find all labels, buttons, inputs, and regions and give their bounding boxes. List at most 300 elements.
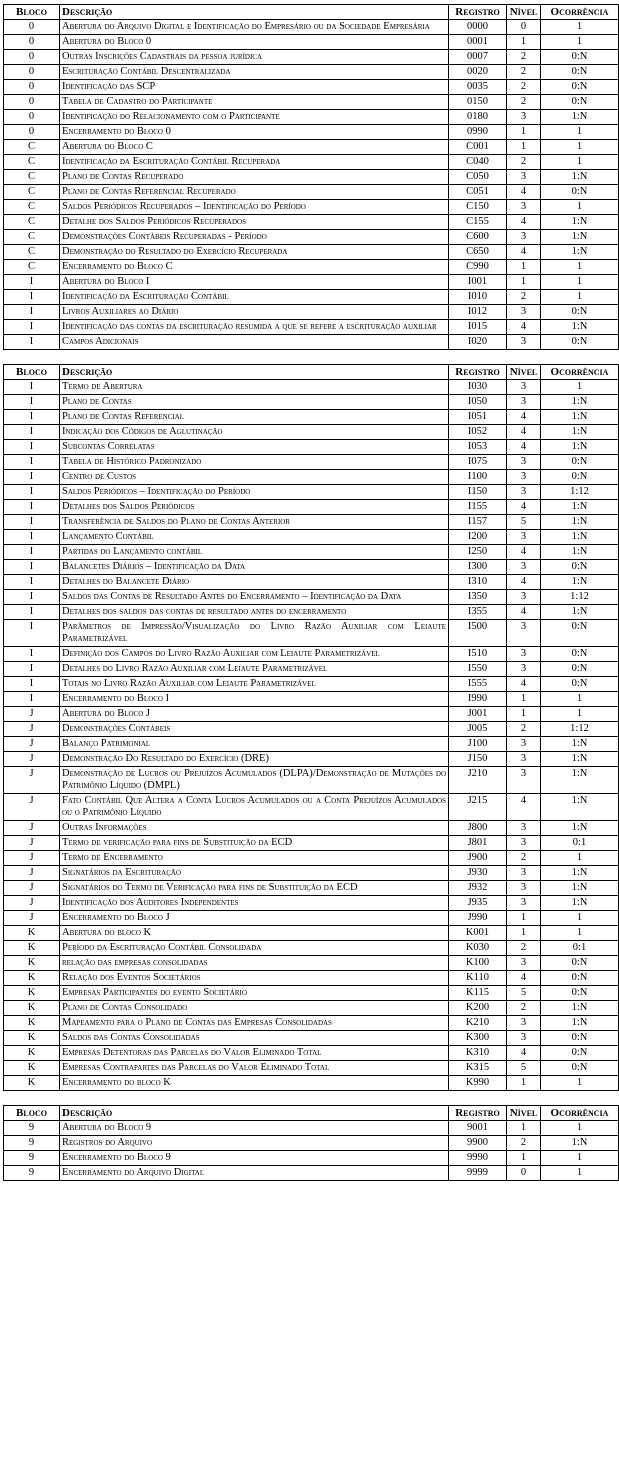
cell-bloco: J [4, 722, 60, 737]
cell-registro: J215 [449, 794, 507, 821]
cell-descricao: Detalhes do Balancete Diário [60, 575, 449, 590]
cell-ocorrencia: 1:N [541, 575, 619, 590]
cell-descricao: Demonstrações Contábeis Recuperadas - Período [60, 230, 449, 245]
table-row [4, 215, 619, 230]
cell-descricao: Identificação das contas da escrituração resumida a que se refere a escrituração auxiliar [60, 320, 449, 335]
cell-bloco: 9 [4, 1166, 60, 1181]
header-bloco: Bloco [4, 1106, 60, 1121]
table-row [4, 500, 619, 515]
cell-registro: 9900 [449, 1136, 507, 1151]
cell-bloco: 9 [4, 1151, 60, 1166]
cell-descricao: Lançamento Contábil [60, 530, 449, 545]
cell-nivel: 4 [507, 545, 541, 560]
table-row [4, 1151, 619, 1166]
cell-nivel: 5 [507, 986, 541, 1001]
cell-ocorrencia: 0:N [541, 185, 619, 200]
cell-descricao: Encerramento do Arquivo Digital [60, 1166, 449, 1181]
cell-descricao: Identificação das SCP [60, 80, 449, 95]
cell-descricao: Definição dos Campos do Livro Razão Auxiliar com Leiaute Parametrizável [60, 647, 449, 662]
cell-descricao: Saldos Periódicos – Identificação do Período [60, 485, 449, 500]
cell-registro: J932 [449, 881, 507, 896]
cell-ocorrencia: 1 [541, 692, 619, 707]
cell-ocorrencia: 1:12 [541, 590, 619, 605]
header-row [4, 5, 619, 20]
cell-registro: C040 [449, 155, 507, 170]
table-row [4, 866, 619, 881]
cell-registro: C051 [449, 185, 507, 200]
cell-ocorrencia: 1 [541, 290, 619, 305]
cell-ocorrencia: 1:N [541, 1136, 619, 1151]
cell-descricao: Campos Adicionais [60, 335, 449, 350]
cell-bloco: I [4, 605, 60, 620]
cell-nivel: 1 [507, 1151, 541, 1166]
cell-ocorrencia: 1:N [541, 881, 619, 896]
cell-registro: 0150 [449, 95, 507, 110]
cell-bloco: J [4, 911, 60, 926]
table-row [4, 305, 619, 320]
cell-registro: 0180 [449, 110, 507, 125]
cell-ocorrencia: 1:N [541, 605, 619, 620]
header-registro: Registro [449, 1106, 507, 1121]
table-row [4, 911, 619, 926]
cell-descricao: Identificação do Relacionamento com o Participante [60, 110, 449, 125]
cell-bloco: 0 [4, 50, 60, 65]
cell-ocorrencia: 1:N [541, 230, 619, 245]
cell-registro: K030 [449, 941, 507, 956]
cell-registro: I550 [449, 662, 507, 677]
cell-descricao: Livros Auxiliares ao Diário [60, 305, 449, 320]
cell-descricao: Fato Contábil Que Altera a Conta Lucros Acumulados ou a Conta Prejuízos Acumulados ou o Patrimônio Líquido [60, 794, 449, 821]
cell-registro: J801 [449, 836, 507, 851]
table-row [4, 821, 619, 836]
cell-descricao: Demonstração Do Resultado do Exercício (DRE) [60, 752, 449, 767]
cell-nivel: 3 [507, 380, 541, 395]
cell-nivel: 2 [507, 851, 541, 866]
cell-bloco: 0 [4, 35, 60, 50]
cell-registro: I350 [449, 590, 507, 605]
cell-nivel: 1 [507, 35, 541, 50]
cell-bloco: J [4, 881, 60, 896]
cell-bloco: J [4, 866, 60, 881]
cell-descricao: Relação dos Eventos Societários [60, 971, 449, 986]
table-row [4, 545, 619, 560]
cell-ocorrencia: 1 [541, 707, 619, 722]
cell-nivel: 3 [507, 110, 541, 125]
table-row [4, 170, 619, 185]
table-row [4, 335, 619, 350]
cell-ocorrencia: 0:N [541, 335, 619, 350]
header-registro: Registro [449, 5, 507, 20]
header-descricao: Descrição [60, 5, 449, 20]
cell-ocorrencia: 1:N [541, 515, 619, 530]
cell-descricao: Detalhes dos saldos das contas de resultado antes do encerramento [60, 605, 449, 620]
cell-nivel: 4 [507, 245, 541, 260]
cell-ocorrencia: 0:N [541, 455, 619, 470]
cell-nivel: 3 [507, 485, 541, 500]
cell-nivel: 1 [507, 911, 541, 926]
cell-nivel: 1 [507, 1121, 541, 1136]
table-row [4, 1001, 619, 1016]
cell-bloco: I [4, 395, 60, 410]
cell-nivel: 5 [507, 515, 541, 530]
header-bloco: Bloco [4, 5, 60, 20]
cell-registro: I150 [449, 485, 507, 500]
cell-nivel: 4 [507, 1046, 541, 1061]
cell-descricao: Empresas Participantes do evento Societário [60, 986, 449, 1001]
table-row [4, 851, 619, 866]
cell-registro: I510 [449, 647, 507, 662]
cell-ocorrencia: 1:N [541, 170, 619, 185]
cell-ocorrencia: 1:N [541, 320, 619, 335]
cell-registro: C600 [449, 230, 507, 245]
cell-descricao: Parâmetros de Impressão/Visualização do Livro Razão Auxiliar com Leiaute Parametrizável [60, 620, 449, 647]
cell-registro: J150 [449, 752, 507, 767]
cell-bloco: I [4, 590, 60, 605]
table-row [4, 1061, 619, 1076]
cell-bloco: I [4, 305, 60, 320]
cell-descricao: Termo de Abertura [60, 380, 449, 395]
cell-bloco: K [4, 971, 60, 986]
cell-nivel: 3 [507, 821, 541, 836]
table-row [4, 395, 619, 410]
cell-bloco: J [4, 752, 60, 767]
cell-descricao: Saldos das Contas Consolidadas [60, 1031, 449, 1046]
table-row [4, 1046, 619, 1061]
cell-ocorrencia: 1:N [541, 1016, 619, 1031]
cell-ocorrencia: 1:N [541, 896, 619, 911]
table-row [4, 245, 619, 260]
cell-ocorrencia: 1 [541, 1076, 619, 1091]
header-ocorrencia: Ocorrência [541, 365, 619, 380]
cell-descricao: Abertura do Bloco 0 [60, 35, 449, 50]
table-row [4, 896, 619, 911]
table-row [4, 380, 619, 395]
cell-descricao: Encerramento do bloco K [60, 1076, 449, 1091]
registros-table-1 [3, 4, 619, 350]
table-row [4, 35, 619, 50]
cell-bloco: J [4, 707, 60, 722]
cell-ocorrencia: 1 [541, 1121, 619, 1136]
table-row [4, 1031, 619, 1046]
cell-nivel: 1 [507, 275, 541, 290]
cell-ocorrencia: 0:N [541, 95, 619, 110]
cell-nivel: 3 [507, 767, 541, 794]
cell-registro: J990 [449, 911, 507, 926]
cell-bloco: J [4, 767, 60, 794]
cell-nivel: 2 [507, 65, 541, 80]
table-row [4, 560, 619, 575]
cell-descricao: Saldos Periódicos Recuperados – Identificação do Período [60, 200, 449, 215]
cell-bloco: I [4, 647, 60, 662]
cell-ocorrencia: 1 [541, 851, 619, 866]
cell-ocorrencia: 0:N [541, 1061, 619, 1076]
table-row [4, 230, 619, 245]
cell-registro: I053 [449, 440, 507, 455]
cell-registro: 0035 [449, 80, 507, 95]
cell-nivel: 1 [507, 926, 541, 941]
cell-ocorrencia: 1:N [541, 215, 619, 230]
cell-nivel: 3 [507, 335, 541, 350]
cell-descricao: Demonstrações Contábeis [60, 722, 449, 737]
cell-ocorrencia: 1:N [541, 1001, 619, 1016]
cell-bloco: I [4, 425, 60, 440]
cell-descricao: Abertura do Arquivo Digital e Identificação do Empresário ou da Sociedade Empresária [60, 20, 449, 35]
cell-nivel: 3 [507, 647, 541, 662]
cell-registro: C155 [449, 215, 507, 230]
cell-ocorrencia: 1 [541, 260, 619, 275]
table-row [4, 647, 619, 662]
cell-nivel: 2 [507, 1001, 541, 1016]
cell-nivel: 4 [507, 971, 541, 986]
cell-descricao: Encerramento do Bloco 0 [60, 125, 449, 140]
cell-nivel: 4 [507, 215, 541, 230]
cell-nivel: 4 [507, 794, 541, 821]
table-row [4, 140, 619, 155]
cell-bloco: K [4, 941, 60, 956]
cell-bloco: K [4, 1061, 60, 1076]
header-ocorrencia: Ocorrência [541, 5, 619, 20]
cell-bloco: I [4, 500, 60, 515]
registros-table-2 [3, 364, 619, 1091]
table-row [4, 767, 619, 794]
cell-descricao: Identificação da Escrituração Contábil Recuperada [60, 155, 449, 170]
cell-registro: C150 [449, 200, 507, 215]
cell-ocorrencia: 1 [541, 275, 619, 290]
cell-descricao: Plano de Contas Recuperado [60, 170, 449, 185]
cell-registro: 9990 [449, 1151, 507, 1166]
table-row [4, 941, 619, 956]
table-row [4, 605, 619, 620]
cell-descricao: Plano de Contas Referencial [60, 410, 449, 425]
cell-nivel: 3 [507, 620, 541, 647]
cell-bloco: C [4, 155, 60, 170]
cell-nivel: 4 [507, 320, 541, 335]
cell-ocorrencia: 1 [541, 125, 619, 140]
cell-ocorrencia: 1 [541, 20, 619, 35]
cell-registro: I310 [449, 575, 507, 590]
cell-ocorrencia: 1 [541, 35, 619, 50]
cell-bloco: K [4, 1076, 60, 1091]
cell-bloco: K [4, 926, 60, 941]
table-row [4, 1016, 619, 1031]
cell-registro: 0000 [449, 20, 507, 35]
header-nivel: Nível [507, 5, 541, 20]
cell-bloco: I [4, 335, 60, 350]
cell-registro: K100 [449, 956, 507, 971]
cell-nivel: 4 [507, 605, 541, 620]
cell-registro: 9999 [449, 1166, 507, 1181]
cell-bloco: I [4, 677, 60, 692]
cell-descricao: Encerramento do Bloco I [60, 692, 449, 707]
cell-nivel: 3 [507, 1031, 541, 1046]
table-row [4, 971, 619, 986]
cell-ocorrencia: 1:N [541, 767, 619, 794]
cell-registro: I200 [449, 530, 507, 545]
cell-nivel: 1 [507, 1076, 541, 1091]
cell-bloco: C [4, 215, 60, 230]
cell-registro: J935 [449, 896, 507, 911]
cell-descricao: Signatários da Escrituração [60, 866, 449, 881]
cell-descricao: Detalhes dos Saldos Periódicos [60, 500, 449, 515]
cell-bloco: I [4, 470, 60, 485]
cell-ocorrencia: 0:1 [541, 836, 619, 851]
cell-registro: I010 [449, 290, 507, 305]
cell-registro: K110 [449, 971, 507, 986]
cell-registro: C990 [449, 260, 507, 275]
cell-bloco: I [4, 545, 60, 560]
cell-nivel: 5 [507, 1061, 541, 1076]
cell-descricao: Encerramento do Bloco C [60, 260, 449, 275]
cell-registro: I030 [449, 380, 507, 395]
header-descricao: Descrição [60, 1106, 449, 1121]
table-row [4, 485, 619, 500]
cell-registro: I155 [449, 500, 507, 515]
cell-ocorrencia: 1:12 [541, 485, 619, 500]
cell-bloco: 0 [4, 20, 60, 35]
registros-table-3 [3, 1105, 619, 1181]
cell-descricao: Subcontas Correlatas [60, 440, 449, 455]
cell-registro: J800 [449, 821, 507, 836]
cell-registro: 9001 [449, 1121, 507, 1136]
cell-registro: I990 [449, 692, 507, 707]
cell-bloco: K [4, 1046, 60, 1061]
cell-ocorrencia: 0:N [541, 986, 619, 1001]
header-ocorrencia: Ocorrência [541, 1106, 619, 1121]
cell-nivel: 3 [507, 170, 541, 185]
table-row [4, 662, 619, 677]
cell-registro: K300 [449, 1031, 507, 1046]
cell-ocorrencia: 1:N [541, 866, 619, 881]
cell-descricao: Abertura do Bloco I [60, 275, 449, 290]
table-row [4, 707, 619, 722]
cell-registro: 0020 [449, 65, 507, 80]
cell-descricao: Período da Escrituração Contábil Consolidada [60, 941, 449, 956]
table-row [4, 80, 619, 95]
cell-registro: I157 [449, 515, 507, 530]
cell-bloco: K [4, 956, 60, 971]
table-row [4, 590, 619, 605]
cell-ocorrencia: 0:N [541, 80, 619, 95]
cell-registro: K001 [449, 926, 507, 941]
cell-nivel: 3 [507, 590, 541, 605]
cell-registro: I355 [449, 605, 507, 620]
cell-nivel: 3 [507, 560, 541, 575]
cell-nivel: 3 [507, 956, 541, 971]
cell-registro: 0990 [449, 125, 507, 140]
cell-descricao: Detalhe dos Saldos Periódicos Recuperados [60, 215, 449, 230]
cell-registro: K310 [449, 1046, 507, 1061]
table-row [4, 836, 619, 851]
cell-nivel: 2 [507, 155, 541, 170]
cell-descricao: Tabela de Cadastro do Participante [60, 95, 449, 110]
cell-ocorrencia: 0:N [541, 65, 619, 80]
cell-ocorrencia: 1 [541, 200, 619, 215]
cell-bloco: I [4, 620, 60, 647]
cell-descricao: Tabela de Histórico Padronizado [60, 455, 449, 470]
cell-nivel: 2 [507, 80, 541, 95]
cell-ocorrencia: 1:N [541, 440, 619, 455]
cell-descricao: Balancetes Diários – Identificação da Data [60, 560, 449, 575]
cell-descricao: Registros do Arquivo [60, 1136, 449, 1151]
cell-bloco: 9 [4, 1136, 60, 1151]
cell-bloco: I [4, 485, 60, 500]
cell-nivel: 3 [507, 881, 541, 896]
cell-bloco: I [4, 692, 60, 707]
cell-descricao: Detalhes do Livro Razão Auxiliar com Leiaute Parametrizável [60, 662, 449, 677]
cell-nivel: 4 [507, 410, 541, 425]
cell-nivel: 2 [507, 1136, 541, 1151]
cell-registro: K200 [449, 1001, 507, 1016]
cell-nivel: 4 [507, 500, 541, 515]
cell-ocorrencia: 0:N [541, 470, 619, 485]
cell-nivel: 3 [507, 305, 541, 320]
table-row [4, 956, 619, 971]
cell-ocorrencia: 1 [541, 155, 619, 170]
cell-nivel: 1 [507, 692, 541, 707]
cell-descricao: Encerramento do Bloco J [60, 911, 449, 926]
cell-descricao: Plano de Contas Consolidado [60, 1001, 449, 1016]
cell-nivel: 1 [507, 707, 541, 722]
cell-ocorrencia: 0:N [541, 647, 619, 662]
cell-ocorrencia: 1:N [541, 110, 619, 125]
table-row [4, 692, 619, 707]
table-row [4, 20, 619, 35]
cell-registro: I250 [449, 545, 507, 560]
cell-bloco: J [4, 896, 60, 911]
table-row [4, 1166, 619, 1181]
table-row [4, 1076, 619, 1091]
table-row [4, 185, 619, 200]
cell-registro: I300 [449, 560, 507, 575]
cell-bloco: 0 [4, 125, 60, 140]
cell-nivel: 4 [507, 440, 541, 455]
cell-registro: I555 [449, 677, 507, 692]
cell-bloco: C [4, 260, 60, 275]
cell-bloco: I [4, 575, 60, 590]
table-row [4, 290, 619, 305]
cell-descricao: Plano de Contas [60, 395, 449, 410]
table-row [4, 65, 619, 80]
cell-ocorrencia: 1 [541, 140, 619, 155]
cell-bloco: J [4, 851, 60, 866]
cell-registro: J100 [449, 737, 507, 752]
cell-descricao: Totais no Livro Razão Auxiliar com Leiaute Parametrizável [60, 677, 449, 692]
cell-nivel: 3 [507, 866, 541, 881]
cell-descricao: Empresas Contrapartes das Parcelas do Valor Eliminado Total [60, 1061, 449, 1076]
cell-descricao: Indicação dos Códigos de Aglutinação [60, 425, 449, 440]
cell-descricao: Identificação da Escrituração Contábil [60, 290, 449, 305]
cell-bloco: I [4, 275, 60, 290]
cell-bloco: K [4, 1031, 60, 1046]
cell-ocorrencia: 1:N [541, 500, 619, 515]
cell-descricao: Plano de Contas Referencial Recuperado [60, 185, 449, 200]
cell-descricao: Demonstração de Lucros ou Prejuízos Acumulados (DLPA)/Demonstração de Mutações do Patrimônio Líquido (DMPL) [60, 767, 449, 794]
cell-descricao: Mapeamento para o Plano de Contas das Empresas Consolidadas [60, 1016, 449, 1031]
cell-descricao: Abertura do Bloco C [60, 140, 449, 155]
cell-bloco: C [4, 170, 60, 185]
cell-bloco: J [4, 836, 60, 851]
table-row [4, 425, 619, 440]
cell-ocorrencia: 0:N [541, 1046, 619, 1061]
cell-descricao: Escrituração Contábil Descentralizada [60, 65, 449, 80]
header-nivel: Nível [507, 1106, 541, 1121]
cell-nivel: 3 [507, 896, 541, 911]
cell-bloco: I [4, 320, 60, 335]
cell-nivel: 1 [507, 140, 541, 155]
header-nivel: Nível [507, 365, 541, 380]
table-row [4, 515, 619, 530]
table-row [4, 926, 619, 941]
